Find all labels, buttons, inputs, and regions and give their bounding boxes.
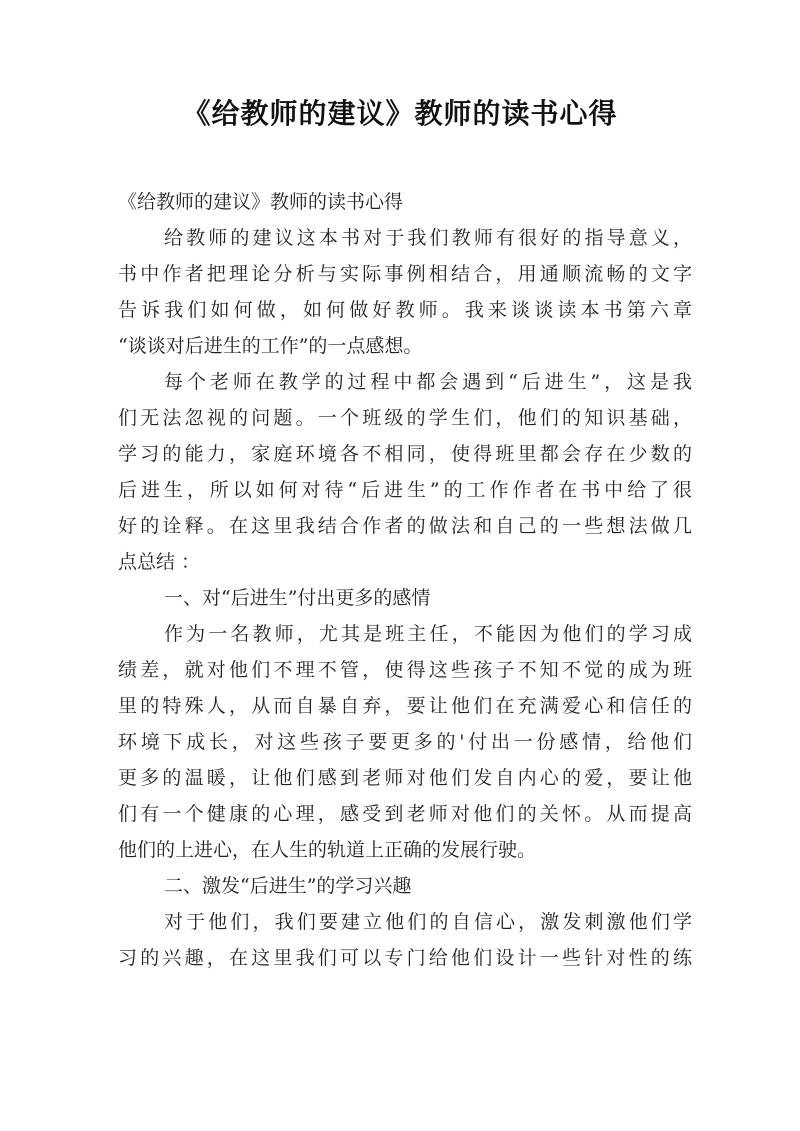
text-line: 每个老师在教学的过程中都会遇到“后进生”，这是我 [164, 371, 692, 393]
text-line: 对于他们，我们要建立他们的自信心，激发刺激他们学 [164, 911, 692, 933]
text-line: 作为一名教师，尤其是班主任，不能因为他们的学习成 [164, 623, 692, 645]
text-line: “谈谈对后进生的工作”的一点感想。 [118, 335, 423, 357]
document-title: 《给教师的建议》教师的读书心得 [182, 97, 618, 130]
text-line: 给教师的建议这本书对于我们教师有很好的指导意义， [164, 227, 692, 249]
text-line: 们无法忽视的问题。一个班级的学生们，他们的知识基础， [118, 407, 692, 429]
text-line: 二、激发“后进生”的学习兴趣 [164, 875, 412, 897]
text-line: 更多的温暖，让他们感到老师对他们发自内心的爱，要让他 [118, 767, 692, 789]
text-line: 书中作者把理论分析与实际事例相结合，用通顺流畅的文字 [118, 263, 692, 285]
document-body [118, 184, 692, 976]
text-line: 告诉我们如何做，如何做好教师。我来谈谈读本书第六章 [118, 299, 692, 321]
text-line: 习的兴趣，在这里我们可以专门给他们设计一些针对性的练 [118, 947, 692, 969]
text-line: 他们的上进心，在人生的轨道上正确的发展行驶。 [118, 839, 537, 861]
text-line: 点总结 ： [118, 551, 201, 573]
text-line: 一、对“后进生”付出更多的感情 [164, 587, 431, 609]
text-line: 环境下成长，对这些孩子要更多的'付出一份感情，给他们 [118, 731, 692, 753]
text-line: 后进生，所以如何对待“后进生”的工作作者在书中给了很 [118, 479, 692, 501]
text-line: 《给教师的建议》教师的读书心得 [118, 191, 404, 213]
text-line: 里的特殊人，从而自暴自弃，要让他们在充满爱心和信任的 [118, 695, 692, 717]
text-line: 绩差，就对他们不理不管，使得这些孩子不知不觉的成为班 [118, 659, 692, 681]
text-line: 好的诠释。在这里我结合作者的做法和自己的一些想法做几 [118, 515, 692, 537]
text-line: 学习的能力，家庭环境各不相同，使得班里都会存在少数的 [118, 443, 692, 465]
text-line: 们有一个健康的心理，感受到老师对他们的关怀。从而提高 [118, 803, 692, 825]
